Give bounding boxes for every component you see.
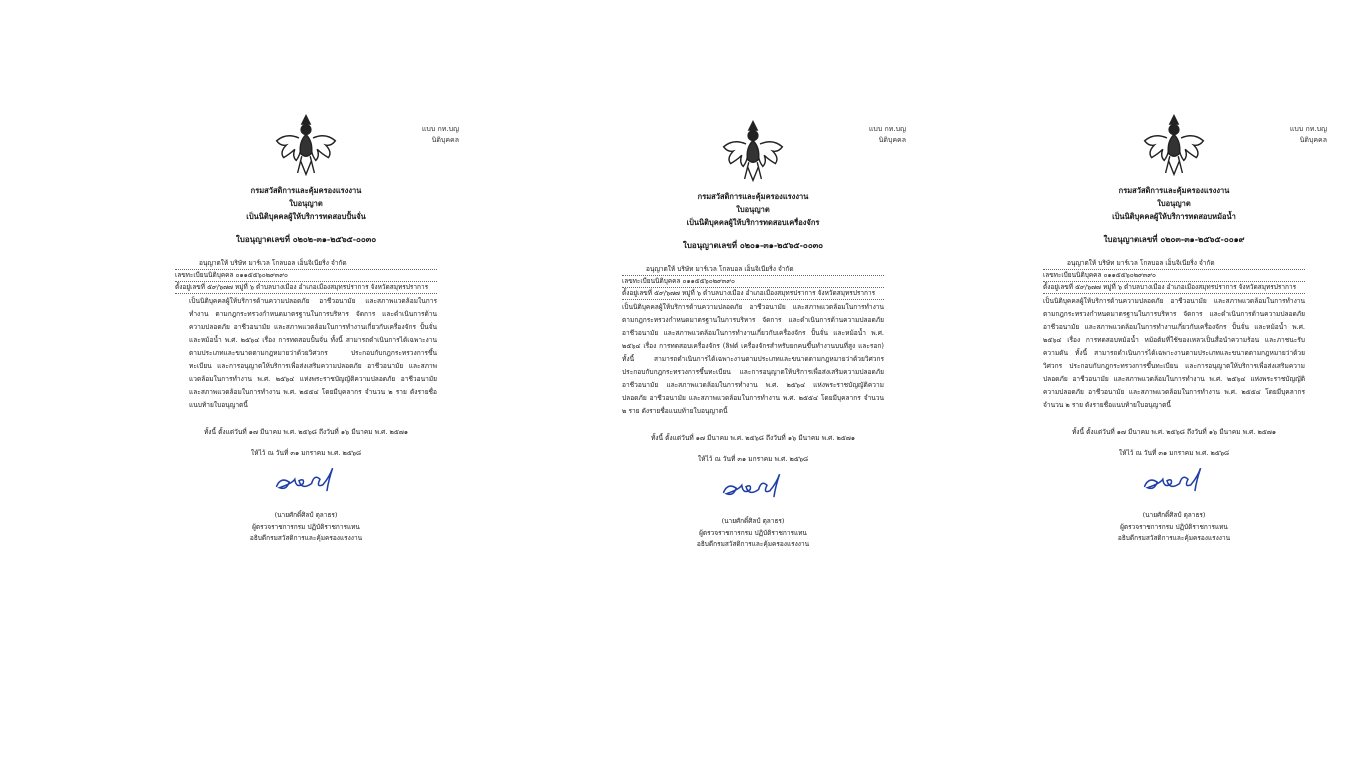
issue-date: ให้ไว้ ณ วันที่ ๓๑ มกราคม พ.ศ. ๒๕๖๘ xyxy=(697,455,809,463)
form-code-sub: นิติบุคคล xyxy=(878,136,906,144)
signature-image xyxy=(271,460,341,500)
signer-name: (นายศักดิ์ศิลป์ ตุลาธร) xyxy=(1142,511,1206,519)
garuda-emblem-icon xyxy=(718,116,788,186)
signature-image xyxy=(1139,460,1209,500)
license-body-text: เป็นนิติบุคคลผู้ให้บริการด้านความปลอดภัย อาชีวอนามัย และสภาพแวดล้อมในการทำงาน ตามกฎกระทรวงกำหนดมาตรฐานในการบริหาร จัดการ และดำเนินการด้านความปลอดภัย อาชีวอนามัย และสภาพแวดล้อมในการทำงานเกี่ยวกับเครื่องจักร ปั้นจั่น และหม้อน้ำ พ.ศ. ๒๕๖๔ เรื่อง การทดสอบเครื่องจักร (ลิฟต์ เครื่องจักรสำหรับยกคนขึ้นทำงานบนที่สูง และรอก) ทั้งนี้ สามารถดำเนินการได้เฉพาะงานตามประเภทและขนาดตามกฎหมายว่าด้วยวิศวกร ประกอบกับกฎกระทรวงการขึ้นทะเบียน และการอนุญาตให้บริการเพื่อส่งเสริมความปลอดภัย อาชีวอนามัย และสภาพแวดล้อมในการทำงาน พ.ศ. ๒๕๖๔ แห่งพระราชบัญญัติความปลอดภัย อาชีวอนามัย และสภาพแวดล้อมในการทำงาน พ.ศ. ๒๕๕๔ โดยมีบุคลากร จำนวน ๒ ราย ดังรายชื่อแนบท้ายใบอนุญาตนี้ xyxy=(622,303,884,415)
agency-name: กรมสวัสดิการและคุ้มครองแรงงาน xyxy=(697,192,809,201)
form-code xyxy=(869,124,906,146)
form-code-label: แบบ กท.บญ xyxy=(1289,125,1327,133)
agency-name: กรมสวัสดิการและคุ้มครองแรงงาน xyxy=(250,186,362,195)
license-number: ใบอนุญาตเลขที่ ๐๒๐๑-๓๑-๒๕๖๕-๐๐๓๐ xyxy=(682,241,824,250)
address-line: ตั้งอยู่เลขที่ ๕๙/๖๗๗ หมู่ที่ ๖ ตำบลบางเมือง อำเภอเมืองสมุทรปราการ จังหวัดสมุทรปราการ xyxy=(1043,282,1305,294)
issue-date: ให้ไว้ ณ วันที่ ๓๑ มกราคม พ.ศ. ๒๕๖๘ xyxy=(250,449,362,457)
signer-position-line-2: อธิบดีกรมสวัสดิการและคุ้มครองแรงงาน xyxy=(1117,534,1231,542)
license-type: เป็นนิติบุคคลผู้ให้บริการทดสอบหม้อน้ำ xyxy=(1112,212,1236,221)
license-body-text: เป็นนิติบุคคลผู้ให้บริการด้านความปลอดภัย อาชีวอนามัย และสภาพแวดล้อมในการทำงาน ตามกฎกระทรวงกำหนดมาตรฐานในการบริหาร จัดการ และดำเนินการด้านความปลอดภัย อาชีวอนามัย และสภาพแวดล้อมในการทำงานเกี่ยวกับเครื่องจักร ปั้นจั่น และหม้อน้ำ พ.ศ. ๒๕๖๔ เรื่อง การทดสอบหม้อน้ำ หม้อต้มที่ใช้ของเหลวเป็นสื่อนำความร้อน และภาชนะรับความดัน ทั้งนี้ สามารถดำเนินการได้เฉพาะงานตามประเภทและขนาดตามกฎหมายว่าด้วยวิศวกร ประกอบกับกฎกระทรวงการขึ้นทะเบียน และการอนุญาตให้บริการเพื่อส่งเสริมความปลอดภัย อาชีวอนามัย และสภาพแวดล้อมในการทำงาน พ.ศ. ๒๕๖๔ แห่งพระราชบัญญัติความปลอดภัย อาชีวอนามัย และสภาพแวดล้อมในการทำงาน พ.ศ. ๒๕๕๔ โดยมีบุคลากร จำนวน ๒ ราย ดังรายชื่อแนบท้ายใบอนุญาตนี้ xyxy=(1043,297,1305,409)
form-code xyxy=(1290,124,1327,146)
document-heading xyxy=(175,184,437,223)
signer-position-line-1: ผู้ตรวจราชการกรม ปฏิบัติราชการแทน xyxy=(1120,523,1228,531)
license-document-crane xyxy=(175,110,459,544)
license-type: เป็นนิติบุคคลผู้ให้บริการทดสอบเครื่องจักร xyxy=(686,218,820,227)
document-heading xyxy=(622,190,884,229)
document-body xyxy=(1043,110,1327,544)
signer-position-line-2: อธิบดีกรมสวัสดิการและคุ้มครองแรงงาน xyxy=(696,540,810,548)
registration-number-line: เลขทะเบียนนิติบุคคล ๐๑๑๕๕๖๐๒๙๓๙๐ xyxy=(622,276,884,288)
garuda-emblem-icon xyxy=(271,110,341,180)
document-title: ใบอนุญาต xyxy=(289,199,323,208)
form-code-label: แบบ กท.บญ xyxy=(868,125,906,133)
validity-period: ทั้งนี้ ตั้งแต่วันที่ ๑๗ มีนาคม พ.ศ. ๒๕๖๘ ถึงวันที่ ๑๖ มีนาคม พ.ศ. ๒๕๗๑ xyxy=(650,434,856,442)
signer-position-line-1: ผู้ตรวจราชการกรม ปฏิบัติราชการแทน xyxy=(699,529,807,537)
address-line: ตั้งอยู่เลขที่ ๕๙/๖๗๗ หมู่ที่ ๖ ตำบลบางเมือง อำเภอเมืองสมุทรปราการ จังหวัดสมุทรปราการ xyxy=(622,288,884,300)
signer-name: (นายศักดิ์ศิลป์ ตุลาธร) xyxy=(721,517,785,525)
registration-number-line: เลขทะเบียนนิติบุคคล ๐๑๑๕๕๖๐๒๙๓๙๐ xyxy=(175,270,437,282)
signature-image xyxy=(718,466,788,506)
address-line: ตั้งอยู่เลขที่ ๕๙/๖๗๗ หมู่ที่ ๖ ตำบลบางเมือง อำเภอเมืองสมุทรปราการ จังหวัดสมุทรปราการ xyxy=(175,282,437,294)
grantee-line: อนุญาตให้ บริษัท มาร์เวล โกลบอล เอ็นจิเนียริ่ง จำกัด xyxy=(175,258,437,270)
document-body xyxy=(622,116,906,550)
agency-name: กรมสวัสดิการและคุ้มครองแรงงาน xyxy=(1118,186,1230,195)
document-heading xyxy=(1043,184,1305,223)
signer-position-line-2: อธิบดีกรมสวัสดิการและคุ้มครองแรงงาน xyxy=(249,534,363,542)
form-code-sub: นิติบุคคล xyxy=(431,136,459,144)
form-code-label: แบบ กท.บญ xyxy=(421,125,459,133)
grantee-line: อนุญาตให้ บริษัท มาร์เวล โกลบอล เอ็นจิเนียริ่ง จำกัด xyxy=(1043,258,1305,270)
signer-name: (นายศักดิ์ศิลป์ ตุลาธร) xyxy=(274,511,338,519)
form-code xyxy=(422,124,459,146)
grantee-line: อนุญาตให้ บริษัท มาร์เวล โกลบอล เอ็นจิเนียริ่ง จำกัด xyxy=(622,264,884,276)
registration-number-line: เลขทะเบียนนิติบุคคล ๐๑๑๕๕๖๐๒๙๓๙๐ xyxy=(1043,270,1305,282)
license-body-text: เป็นนิติบุคคลผู้ให้บริการด้านความปลอดภัย อาชีวอนามัย และสภาพแวดล้อมในการทำงาน ตามกฎกระทรวงกำหนดมาตรฐานในการบริหาร จัดการ และดำเนินการด้านความปลอดภัย อาชีวอนามัย และสภาพแวดล้อมในการทำงานเกี่ยวกับเครื่องจักร ปั้นจั่น และหม้อน้ำ พ.ศ. ๒๕๖๔ เรื่อง การทดสอบปั้นจั่น ทั้งนี้ สามารถดำเนินการได้เฉพาะงานตามประเภทและขนาดตามกฎหมายว่าด้วยวิศวกร ประกอบกับกฎกระทรวงการขึ้นทะเบียน และการอนุญาตให้บริการเพื่อส่งเสริมความปลอดภัย อาชีวอนามัย และสภาพแวดล้อมในการทำงาน พ.ศ. ๒๕๖๔ แห่งพระราชบัญญัติความปลอดภัย อาชีวอนามัย และสภาพแวดล้อมในการทำงาน พ.ศ. ๒๕๕๔ โดยมีบุคลากร จำนวน ๒ ราย ดังรายชื่อแนบท้ายใบอนุญาตนี้ xyxy=(189,297,437,409)
signer-position-line-1: ผู้ตรวจราชการกรม ปฏิบัติราชการแทน xyxy=(252,523,360,531)
document-title: ใบอนุญาต xyxy=(1157,199,1191,208)
license-number: ใบอนุญาตเลขที่ ๐๒๐๒-๓๑-๒๕๖๕-๐๐๓๐ xyxy=(235,235,377,244)
validity-period: ทั้งนี้ ตั้งแต่วันที่ ๑๗ มีนาคม พ.ศ. ๒๕๖๘ ถึงวันที่ ๑๖ มีนาคม พ.ศ. ๒๕๗๑ xyxy=(203,428,409,436)
document-body xyxy=(175,110,459,544)
license-document-machinery xyxy=(622,110,906,550)
validity-period: ทั้งนี้ ตั้งแต่วันที่ ๑๗ มีนาคม พ.ศ. ๒๕๖๘ ถึงวันที่ ๑๖ มีนาคม พ.ศ. ๒๕๗๑ xyxy=(1071,428,1277,436)
license-fields xyxy=(622,264,884,300)
license-fields xyxy=(175,258,437,294)
signer-position xyxy=(622,528,884,550)
form-code-sub: นิติบุคคล xyxy=(1299,136,1327,144)
document-title: ใบอนุญาต xyxy=(736,205,770,214)
license-type: เป็นนิติบุคคลผู้ให้บริการทดสอบปั้นจั่น xyxy=(246,212,366,221)
signer-position xyxy=(175,522,437,544)
signer-position xyxy=(1043,522,1305,544)
license-number: ใบอนุญาตเลขที่ ๐๒๐๓-๓๑-๒๕๖๕-๐๐๑๙ xyxy=(1103,235,1245,244)
license-fields xyxy=(1043,258,1305,294)
garuda-emblem-icon xyxy=(1139,110,1209,180)
license-document-boiler xyxy=(1043,110,1327,544)
issue-date: ให้ไว้ ณ วันที่ ๓๑ มกราคม พ.ศ. ๒๕๖๘ xyxy=(1118,449,1230,457)
